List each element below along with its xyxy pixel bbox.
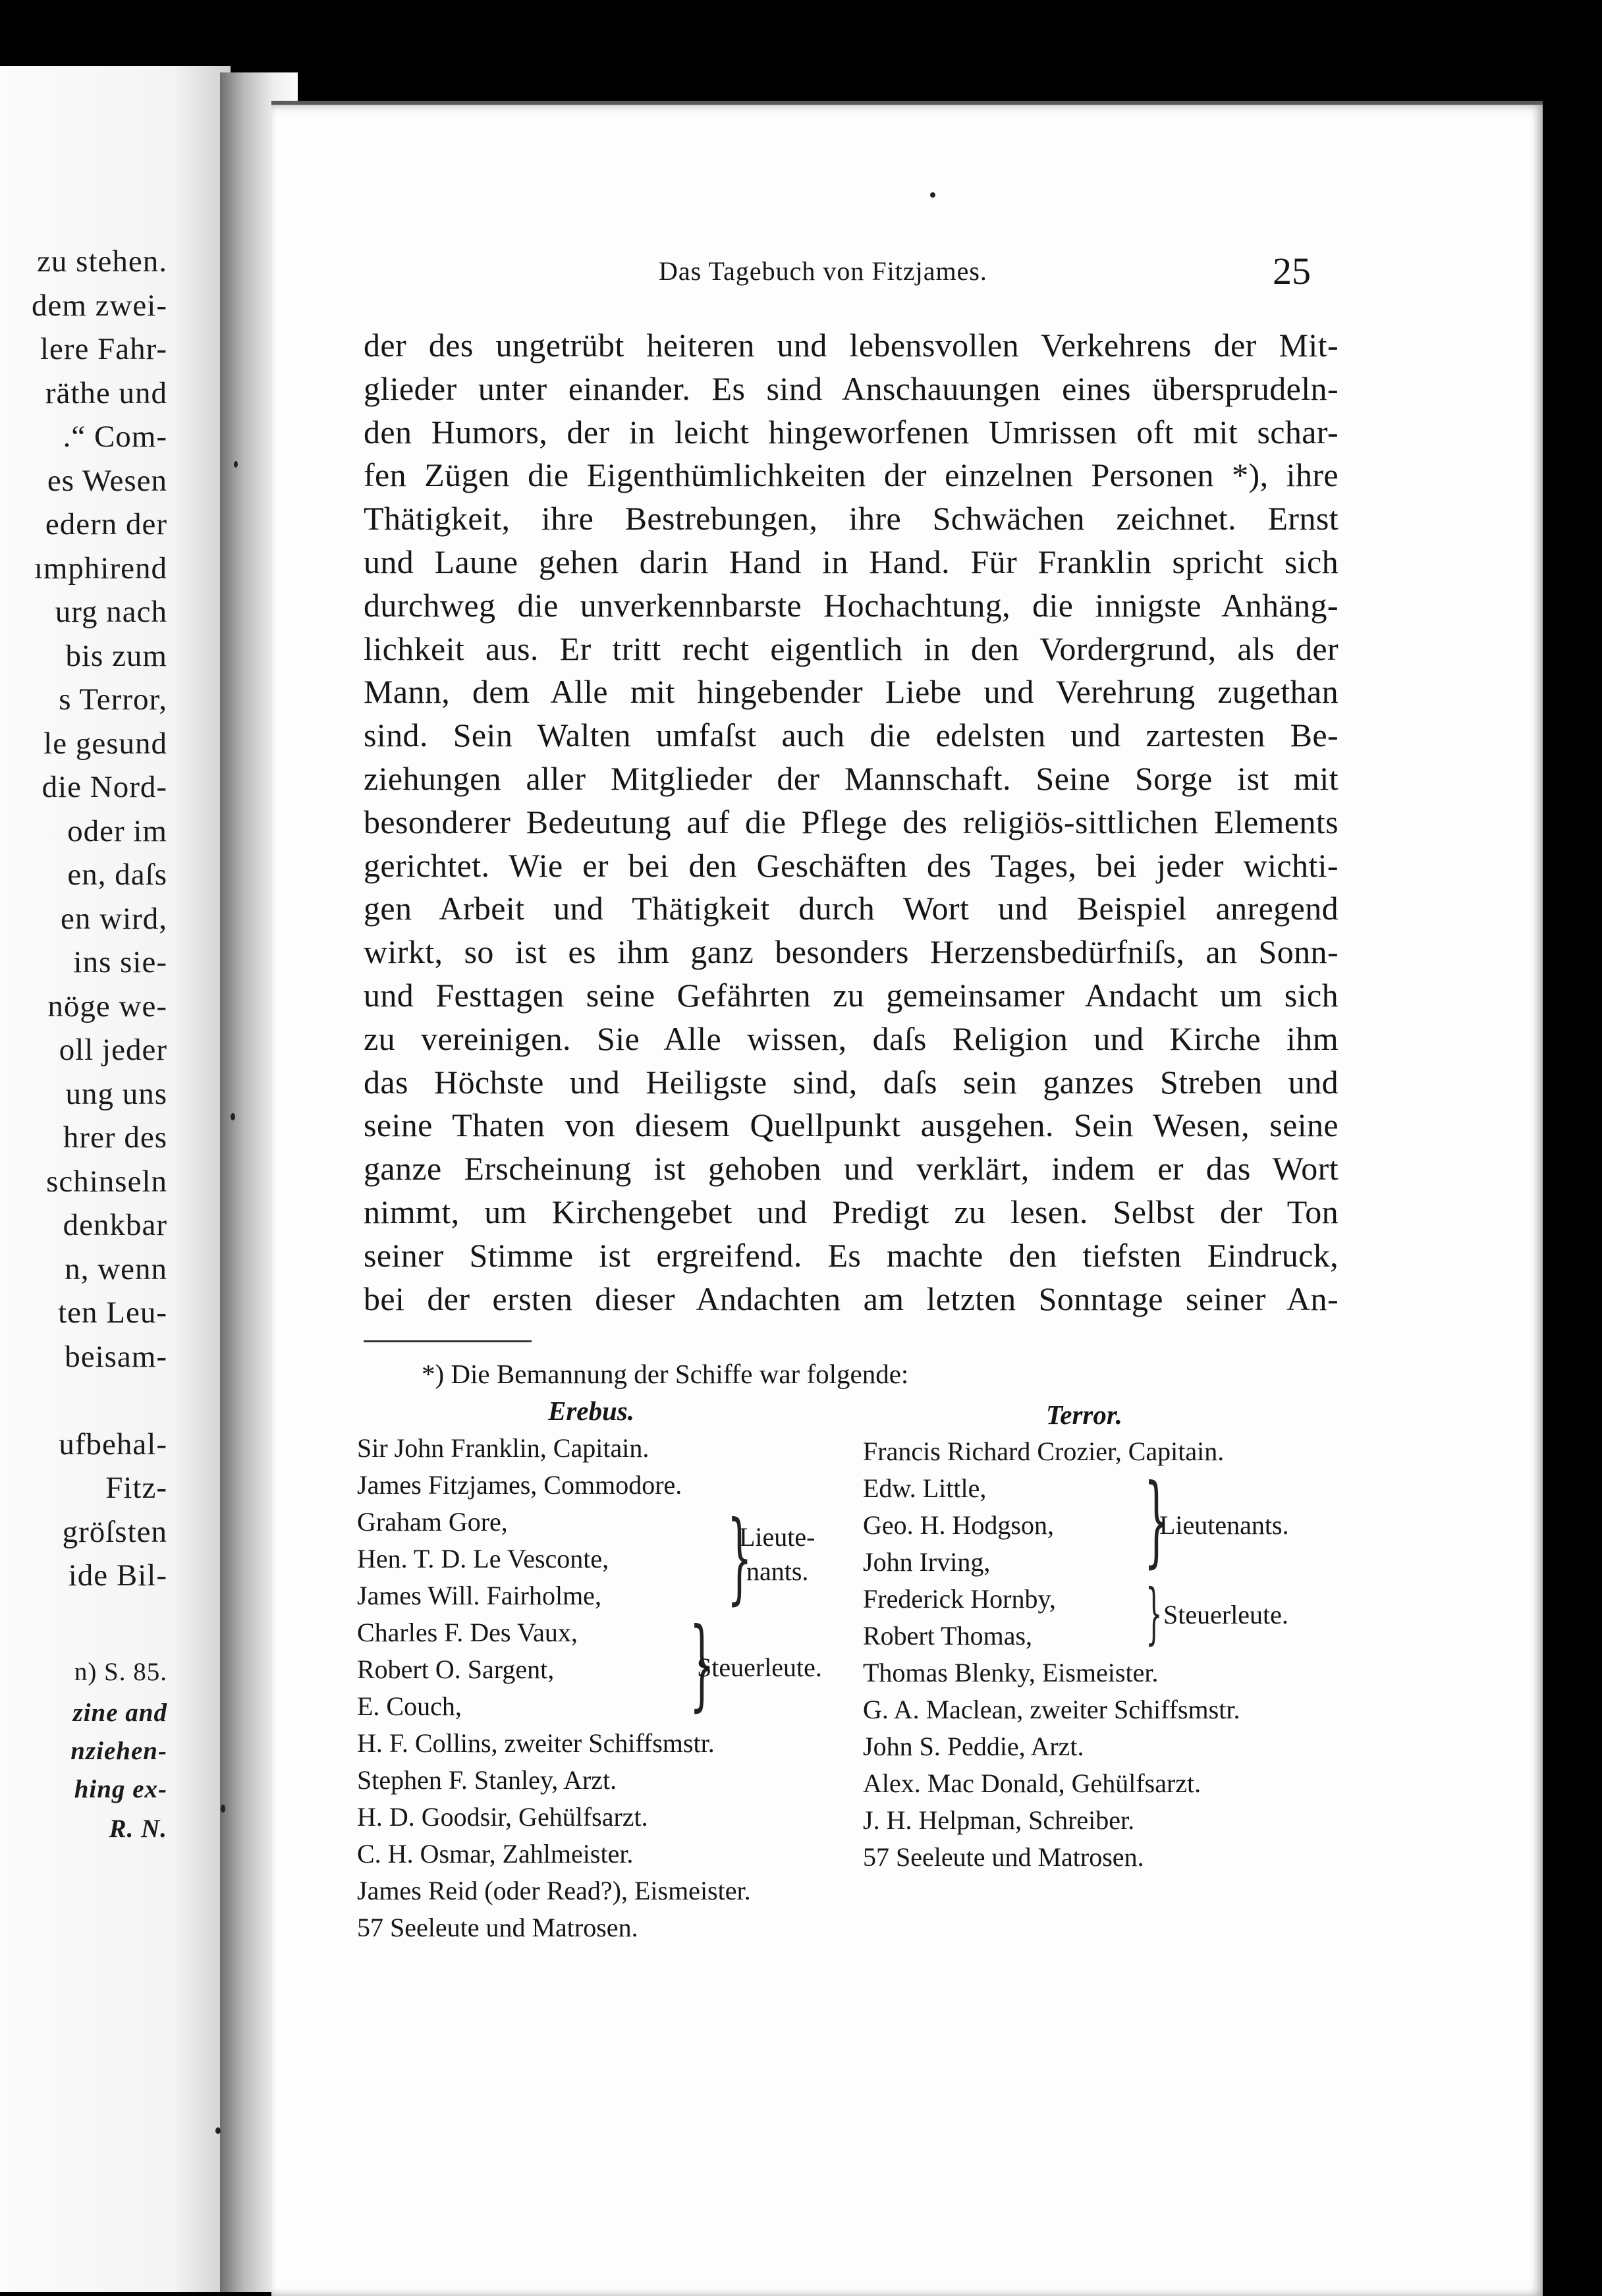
- terror-mates-label: Steuerleute.: [1163, 1600, 1288, 1629]
- left-page-line: ide Bil-: [68, 1558, 167, 1593]
- left-page-line: le gesund: [43, 726, 167, 761]
- body-line: den Humors, der in leicht hingeworfenen Umrissen oft mit schar-: [364, 413, 1339, 451]
- left-page-line: .“ Com-: [63, 420, 167, 454]
- terror-mates-brace: }: [1146, 1575, 1163, 1652]
- footnote-intro: *) Die Bemannung der Schiffe war folgende:: [422, 1359, 909, 1389]
- left-page-line: dem zwei-: [31, 288, 167, 323]
- body-line: gerichtet. Wie er bei den Geschäften des Tages, bei jeder wichti-: [364, 846, 1339, 884]
- scan-speck: [231, 1113, 235, 1120]
- scan-speck: [215, 2127, 221, 2134]
- erebus-mates-brace: }: [689, 1607, 715, 1722]
- footnote-rule: [364, 1340, 532, 1342]
- left-page-line: oder im: [67, 813, 167, 848]
- body-line: lichkeit aus. Er tritt recht eigentlich in den Vordergrund, als der: [364, 630, 1339, 667]
- left-page-line: die Nord-: [41, 770, 167, 804]
- left-page-footnote-line: hing ex-: [74, 1775, 167, 1803]
- body-line: besonderer Bedeutung auf die Pflege des religiös-sittlichen Elements: [364, 803, 1339, 840]
- body-line: Thätigkeit, ihre Bestrebungen, ihre Schwächen zeichnet. Ernst: [364, 500, 1339, 537]
- erebus-crew-line: H. D. Goodsir, Gehülfsarzt.: [357, 1802, 648, 1832]
- left-page-line: lere Fahr-: [40, 332, 167, 366]
- body-line: und Festtagen seine Gefährten zu gemeinsamer Andacht um sich: [364, 977, 1339, 1014]
- terror-crew-line: Francis Richard Crozier, Capitain.: [863, 1436, 1225, 1466]
- left-page-line: ımphirend: [34, 551, 167, 586]
- body-line: seiner Stimme ist ergreifend. Es machte den tiefsten Eindruck,: [364, 1236, 1339, 1274]
- body-line: das Höchste und Heiligste sind, daſs sein ganzes Streben und: [364, 1063, 1339, 1101]
- left-page-line: urg nach: [55, 595, 167, 629]
- erebus-crew-line: James Fitzjames, Commodore.: [357, 1470, 682, 1500]
- left-page-footnote-line: R. N.: [109, 1815, 167, 1843]
- scan-speck: [221, 1805, 225, 1813]
- erebus-crew-line: H. F. Collins, zweiter Schiffsmstr.: [357, 1728, 715, 1758]
- left-page-line: en wird,: [60, 901, 167, 936]
- body-line: und Laune gehen darin Hand in Hand. Für Franklin spricht sich: [364, 543, 1339, 580]
- body-line: der des ungetrübt heiteren und lebensvollen Verkehrens der Mit-: [364, 327, 1339, 364]
- left-page-line: beisam-: [65, 1339, 167, 1374]
- body-line: seine Thaten von diesem Quellpunkt ausgehen. Sein Wesen, seine: [364, 1107, 1339, 1144]
- terror-crew-line: J. H. Helpman, Schreiber.: [863, 1805, 1135, 1835]
- erebus-mates-label: Steuerleute.: [697, 1653, 822, 1682]
- terror-crew-line: Thomas Blenky, Eismeister.: [863, 1658, 1159, 1687]
- terror-crew-line: Robert Thomas,: [863, 1621, 1033, 1651]
- left-page-line: es Wesen: [47, 463, 167, 498]
- left-page-line: ins sie-: [73, 945, 167, 979]
- erebus-crew-line: Charles F. Des Vaux,: [357, 1618, 578, 1647]
- left-page-line: n, wenn: [65, 1251, 167, 1286]
- terror-crew-line: Frederick Hornby,: [863, 1584, 1056, 1614]
- erebus-title: Erebus.: [548, 1396, 635, 1426]
- left-page-footnote-line: n) S. 85.: [74, 1658, 167, 1686]
- terror-lieutenants-label: Lieutenants.: [1159, 1510, 1289, 1540]
- left-page-line: gröſsten: [62, 1514, 167, 1549]
- left-page-line: nöge we-: [47, 989, 167, 1024]
- terror-crew-line: Alex. Mac Donald, Gehülfsarzt.: [863, 1768, 1202, 1798]
- body-line: gen Arbeit und Thätigkeit durch Wort und Beispiel anregend: [364, 890, 1339, 927]
- left-page-line: s Terror,: [59, 682, 167, 717]
- terror-title: Terror.: [1046, 1400, 1122, 1430]
- left-page-line: denkbar: [63, 1208, 167, 1242]
- terror-crew-line: John Irving,: [863, 1547, 991, 1577]
- scan-speck: [930, 192, 935, 198]
- terror-lieutenants-brace: }: [1144, 1463, 1169, 1578]
- left-page-footnote-line: nziehen-: [70, 1737, 167, 1765]
- erebus-crew-line: Robert O. Sargent,: [357, 1654, 555, 1684]
- left-page-line: edern der: [45, 507, 167, 541]
- left-page-line: schinseln: [46, 1164, 167, 1199]
- body-line: ziehungen aller Mitglieder der Mannschaft. Seine Sorge ist mit: [364, 760, 1339, 797]
- erebus-crew-line: Hen. T. D. Le Vesconte,: [357, 1544, 609, 1573]
- running-title: Das Tagebuch von Fitzjames.: [659, 256, 987, 286]
- left-page-line: oll jeder: [59, 1033, 167, 1067]
- body-line: wirkt, so ist es ihm ganz besonders Herzensbedürfniſs, an Sonn-: [364, 933, 1339, 971]
- erebus-lieutenants-brace: }: [727, 1500, 752, 1615]
- body-line: durchweg die unverkennbarste Hochachtung, die innigste Anhäng-: [364, 586, 1339, 624]
- erebus-crew-line: Stephen F. Stanley, Arzt.: [357, 1765, 617, 1795]
- body-line: glieder unter einander. Es sind Anschauungen eines übersprudeln-: [364, 369, 1339, 407]
- left-page-line: ufbehal-: [59, 1427, 167, 1462]
- body-line: ganze Erscheinung ist gehoben und verklärt, indem er das Wort: [364, 1150, 1339, 1188]
- left-page-line: bis zum: [65, 638, 167, 673]
- body-line: fen Zügen die Eigenthümlichkeiten der einzelnen Personen *), ihre: [364, 456, 1339, 494]
- terror-crew-line: Geo. H. Hodgson,: [863, 1510, 1054, 1540]
- left-page-line: ung uns: [65, 1076, 167, 1111]
- body-line: sind. Sein Walten umfaſst auch die edelsten und zartesten Be-: [364, 717, 1339, 754]
- erebus-crew-line: C. H. Osmar, Zahlmeister.: [357, 1839, 634, 1869]
- body-line: Mann, dem Alle mit hingebender Liebe und Verehrung zugethan: [364, 673, 1339, 711]
- erebus-crew-line: Sir John Franklin, Capitain.: [357, 1433, 649, 1463]
- left-page-line: zu stehen.: [37, 244, 167, 279]
- erebus-lieutenants-label-2: nants.: [746, 1556, 809, 1586]
- erebus-lieutenants-label-1: Lieute-: [739, 1522, 815, 1552]
- terror-crew-line: G. A. Maclean, zweiter Schiffsmstr.: [863, 1695, 1240, 1724]
- left-page-line: hrer des: [63, 1120, 167, 1155]
- terror-crew-line: Edw. Little,: [863, 1473, 987, 1503]
- left-page-line: ten Leu-: [58, 1296, 167, 1330]
- terror-crew-line: 57 Seeleute und Matrosen.: [863, 1842, 1144, 1872]
- erebus-crew-line: James Reid (oder Read?), Eismeister.: [357, 1876, 751, 1905]
- erebus-crew-line: 57 Seeleute und Matrosen.: [357, 1913, 638, 1942]
- erebus-crew-line: E. Couch,: [357, 1691, 462, 1721]
- body-line: bei der ersten dieser Andachten am letzten Sonntage seiner An-: [364, 1280, 1339, 1317]
- terror-crew-line: John S. Peddie, Arzt.: [863, 1732, 1084, 1761]
- left-page-footnote-line: zine and: [72, 1699, 167, 1727]
- erebus-crew-line: Graham Gore,: [357, 1507, 508, 1537]
- erebus-crew-line: James Will. Fairholme,: [357, 1581, 601, 1610]
- scan-speck: [234, 461, 238, 468]
- left-page-line: en, daſs: [67, 858, 167, 892]
- body-line: zu vereinigen. Sie Alle wissen, daſs Religion und Kirche ihm: [364, 1020, 1339, 1057]
- body-line: nimmt, um Kirchengebet und Predigt zu lesen. Selbst der Ton: [364, 1193, 1339, 1230]
- left-page-line: Fitz-: [105, 1471, 167, 1505]
- page-number: 25: [1273, 250, 1311, 292]
- left-page-line: räthe und: [45, 375, 167, 410]
- left-page: [0, 66, 231, 2292]
